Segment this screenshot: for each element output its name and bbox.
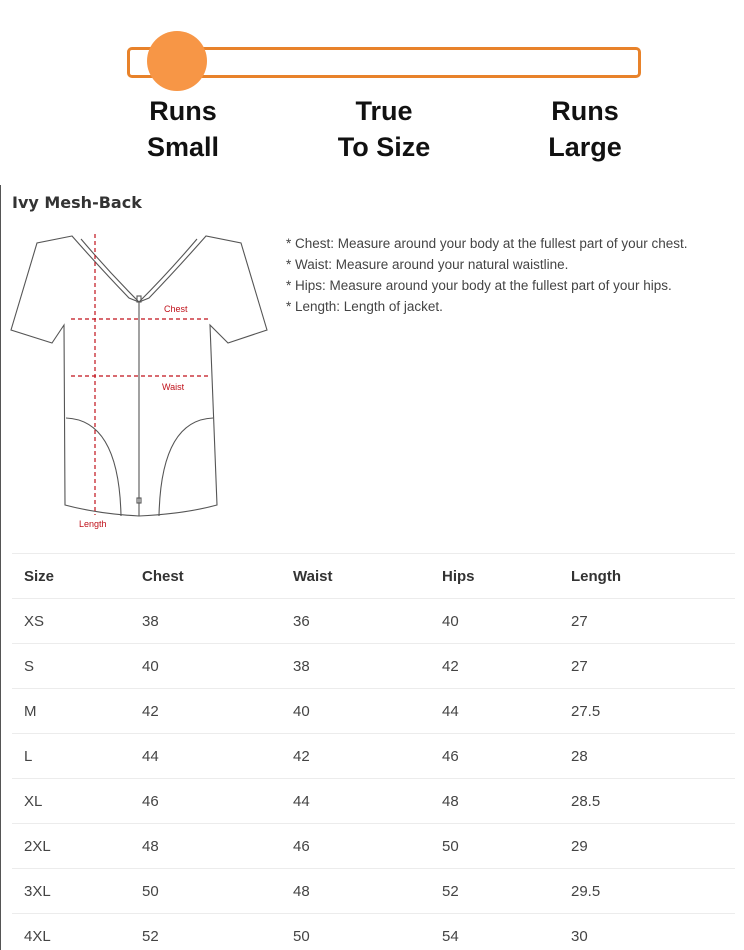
measurement-notes (286, 233, 687, 317)
note-hips: * Hips: Measure around your body at the fullest part of your hips. (286, 278, 672, 293)
fit-label-runs-small: Runs Small (146, 96, 220, 162)
cell-chest: 50 (130, 869, 281, 914)
table-header-row (12, 554, 735, 599)
size-chart-section (0, 185, 744, 950)
cell-size: XS (12, 599, 130, 644)
cell-waist: 36 (281, 599, 430, 644)
cell-hips: 46 (430, 734, 559, 779)
cell-chest: 48 (130, 824, 281, 869)
cell-length: 28 (559, 734, 735, 779)
table-body (12, 599, 735, 950)
cell-length: 27.5 (559, 689, 735, 734)
measure-lines (71, 234, 209, 515)
cell-chest: 38 (130, 599, 281, 644)
cell-length: 29.5 (559, 869, 735, 914)
note-waist: * Waist: Measure around your natural waistline. (286, 257, 569, 272)
cell-waist: 50 (281, 914, 430, 950)
cell-waist: 38 (281, 644, 430, 689)
cell-hips: 48 (430, 779, 559, 824)
header-size: Size (12, 554, 130, 599)
header-length: Length (559, 554, 735, 599)
header-chest: Chest (130, 554, 281, 599)
cell-waist: 48 (281, 869, 430, 914)
cell-length: 27 (559, 599, 735, 644)
table-row (12, 734, 735, 779)
header-hips: Hips (430, 554, 559, 599)
cell-length: 29 (559, 824, 735, 869)
cell-chest: 52 (130, 914, 281, 950)
jacket-measurement-diagram (9, 230, 275, 530)
table-row (12, 599, 735, 644)
length-label: Length (79, 519, 107, 529)
cell-waist: 40 (281, 689, 430, 734)
cell-chest: 42 (130, 689, 281, 734)
cell-chest: 40 (130, 644, 281, 689)
fit-label-true-to-size: True To Size (337, 96, 431, 162)
fit-slider-knob (147, 31, 207, 91)
cell-hips: 44 (430, 689, 559, 734)
cell-waist: 42 (281, 734, 430, 779)
cell-hips: 50 (430, 824, 559, 869)
table-row (12, 644, 735, 689)
cell-size: 2XL (12, 824, 130, 869)
table-row (12, 914, 735, 950)
size-table (12, 553, 735, 950)
cell-size: 4XL (12, 914, 130, 950)
cell-hips: 40 (430, 599, 559, 644)
cell-size: 3XL (12, 869, 130, 914)
jacket-outline (11, 236, 267, 516)
cell-length: 28.5 (559, 779, 735, 824)
cell-waist: 44 (281, 779, 430, 824)
cell-hips: 42 (430, 644, 559, 689)
cell-chest: 46 (130, 779, 281, 824)
header-waist: Waist (281, 554, 430, 599)
cell-hips: 52 (430, 869, 559, 914)
note-chest: * Chest: Measure around your body at the fullest part of your chest. (286, 236, 688, 251)
chest-label: Chest (164, 304, 188, 314)
cell-size: XL (12, 779, 130, 824)
cell-chest: 44 (130, 734, 281, 779)
cell-size: M (12, 689, 130, 734)
note-length: * Length: Length of jacket. (286, 299, 443, 314)
product-title: Ivy Mesh-Back (12, 193, 142, 212)
table-row (12, 779, 735, 824)
waist-label: Waist (162, 382, 185, 392)
table-row (12, 869, 735, 914)
table-row (12, 689, 735, 734)
cell-length: 30 (559, 914, 735, 950)
fit-label-runs-large: Runs Large (548, 96, 622, 162)
cell-length: 27 (559, 644, 735, 689)
cell-waist: 46 (281, 824, 430, 869)
table-row (12, 824, 735, 869)
cell-hips: 54 (430, 914, 559, 950)
cell-size: L (12, 734, 130, 779)
cell-size: S (12, 644, 130, 689)
